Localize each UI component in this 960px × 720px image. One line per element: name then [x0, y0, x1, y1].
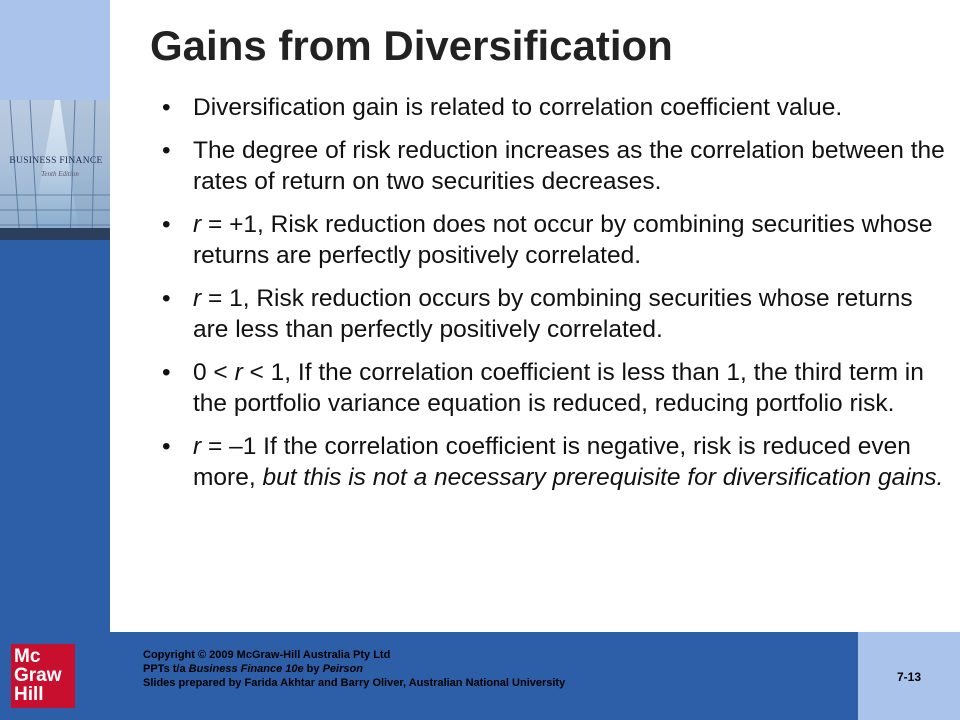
- bullet-text: = +1, Risk reduction does not occur by combining securities whose returns are perfectly positively correlated.: [193, 211, 933, 269]
- bullet-marker: •: [162, 94, 171, 121]
- book-cover-image: [0, 100, 110, 240]
- logo-line: Graw: [14, 665, 62, 686]
- bullet-text: Diversification gain is related to correlation coefficient value.: [193, 94, 843, 121]
- bullet-italic: r: [193, 285, 202, 312]
- bullet-text: 0 <: [193, 359, 235, 386]
- book-cover-title: BUSINESS FINANCE: [9, 156, 103, 166]
- footer-text: PPTs t/a: [143, 663, 189, 675]
- footer-copyright-text: [143, 648, 565, 690]
- bullet-item: [162, 357, 952, 419]
- footer-italic: Business Finance 10e: [188, 663, 304, 675]
- footer-line: [143, 648, 565, 662]
- bullet-text: = –1 If the correlation coefficient is negative, risk is reduced even more,: [193, 433, 911, 491]
- bullet-italic: r: [193, 211, 202, 238]
- footer-line: [143, 676, 565, 690]
- logo-line: Mc: [14, 646, 41, 667]
- bullet-list: [162, 92, 952, 505]
- footer-line: [143, 662, 565, 676]
- footer-italic: Peirson: [322, 663, 363, 675]
- bullet-marker: •: [162, 359, 171, 386]
- bullet-italic: r: [193, 433, 202, 460]
- bullet-marker: •: [162, 211, 171, 238]
- bullet-marker: •: [162, 433, 171, 460]
- footer-text: Slides prepared by Farida Akhtar and Barry Oliver, Australian National University: [143, 677, 566, 689]
- bullet-item: [162, 92, 952, 123]
- footer-text: by: [303, 663, 323, 675]
- bullet-item: [162, 283, 952, 345]
- slide-title: Gains from Diversification: [150, 22, 673, 69]
- bullet-text: The degree of risk reduction increases as the correlation between the rates of return on two securities decreases.: [193, 137, 945, 195]
- bullet-italic: but this is not a necessary prerequisite for diversification gains.: [262, 464, 944, 491]
- mcgraw-hill-logo: [11, 644, 75, 708]
- footer-text: Copyright © 2009 McGraw-Hill Australia Pty Ltd: [143, 649, 391, 661]
- bullet-italic: r: [234, 359, 243, 386]
- bullet-marker: •: [162, 137, 171, 164]
- left-sidebar-top-band: [0, 0, 110, 100]
- bullet-item: [162, 135, 952, 197]
- logo-line: Hill: [14, 684, 44, 705]
- book-cover-subtitle: Tenth Edition: [41, 170, 79, 178]
- bullet-item: [162, 209, 952, 271]
- page-number: 7-13: [896, 670, 922, 684]
- bullet-marker: •: [162, 285, 171, 312]
- bullet-text: = 1, Risk reduction occurs by combining securities whose returns are less than perfectly positively correlated.: [193, 285, 913, 343]
- bullet-item: [162, 431, 952, 493]
- bullet-text: < 1, If the correlation coefficient is less than 1, the third term in the portfolio variance equation is reduced, reducing portfolio risk.: [193, 359, 924, 417]
